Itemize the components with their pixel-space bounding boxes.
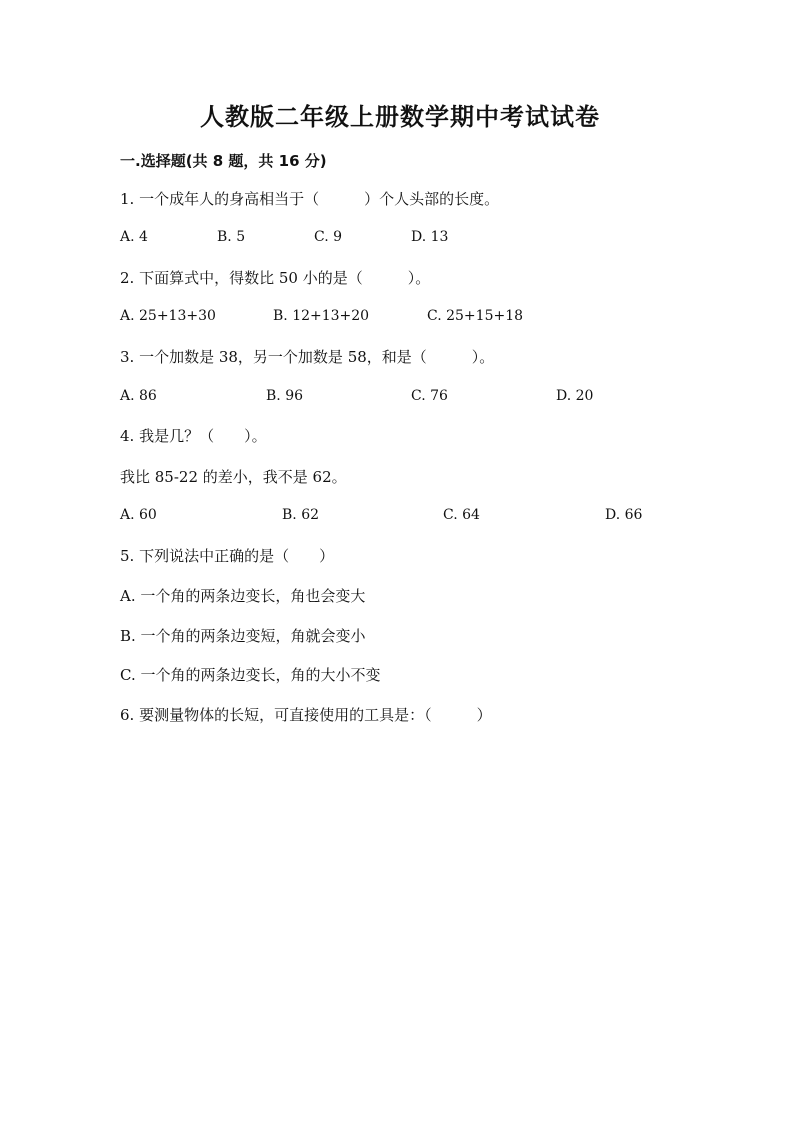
question-5-option-b: B. 一个角的两条边变短，角就会变小 <box>120 627 366 645</box>
question-3-option-b: B. 96 <box>266 388 304 404</box>
question-2-option-c: C. 25+15+18 <box>427 308 524 324</box>
question-1-option-c: C. 9 <box>314 229 343 245</box>
question-1-option-a: A. 4 <box>120 229 148 245</box>
section-heading: 一.选择题(共 8 题，共 16 分) <box>120 152 327 170</box>
question-2-option-a: A. 25+13+30 <box>120 308 216 324</box>
question-4-stem: 4. 我是几？（ ）。 <box>120 427 267 445</box>
question-5-option-a: A. 一个角的两条边变长，角也会变大 <box>120 587 366 605</box>
question-4-option-c: C. 64 <box>443 507 480 523</box>
question-5-stem: 5. 下列说法中正确的是（ ） <box>120 547 335 565</box>
question-3-stem: 3. 一个加数是 38，另一个加数是 58，和是（ ）。 <box>120 348 495 366</box>
question-2-stem: 2. 下面算式中，得数比 50 小的是（ ）。 <box>120 269 431 287</box>
question-3-option-c: C. 76 <box>411 388 448 404</box>
question-4-extra: 我比 85-22 的差小，我不是 62。 <box>120 468 347 486</box>
question-4-option-d: D. 66 <box>605 507 643 523</box>
question-3-option-d: D. 20 <box>556 388 594 404</box>
question-2-option-b: B. 12+13+20 <box>273 308 370 324</box>
question-6-stem: 6. 要测量物体的长短，可直接使用的工具是：（ ） <box>120 706 492 724</box>
exam-title: 人教版二年级上册数学期中考试试卷 <box>200 102 600 131</box>
question-4-option-a: A. 60 <box>120 507 157 523</box>
question-1-option-d: D. 13 <box>411 229 449 245</box>
question-1-stem: 1. 一个成年人的身高相当于（ ）个人头部的长度。 <box>120 190 500 208</box>
question-4-option-b: B. 62 <box>282 507 320 523</box>
question-3-option-a: A. 86 <box>120 388 157 404</box>
question-5-option-c: C. 一个角的两条边变长，角的大小不变 <box>120 666 381 684</box>
question-1-option-b: B. 5 <box>217 229 246 245</box>
